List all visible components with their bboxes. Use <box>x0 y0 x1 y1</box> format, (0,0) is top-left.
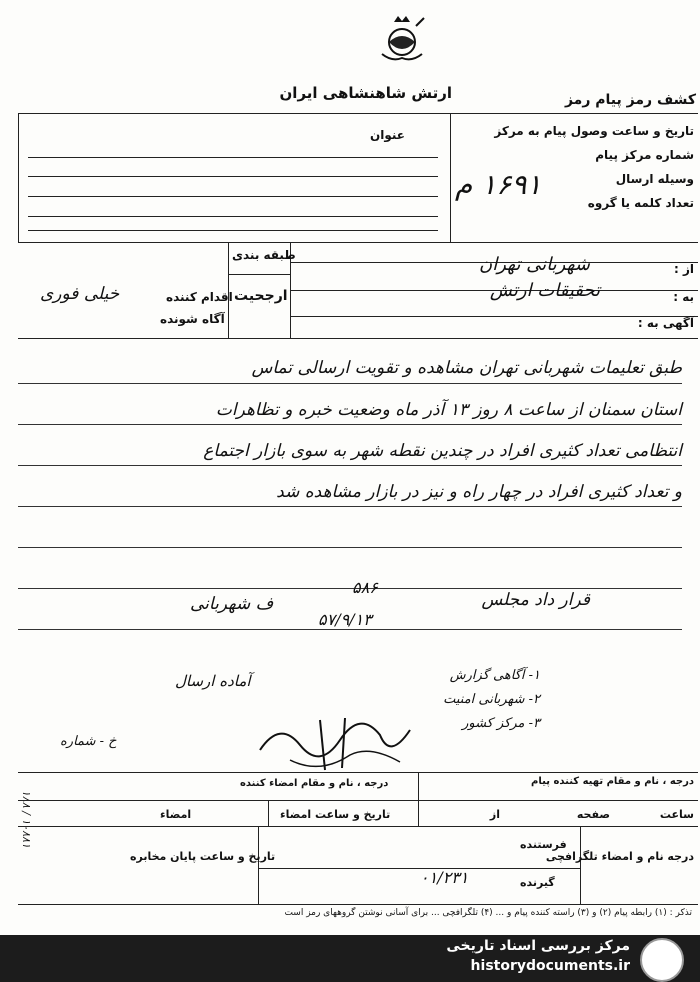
classification-label: طبقه بندی <box>232 248 296 262</box>
end-time-label: تاریخ و ساعت پایان مخابره <box>130 850 276 863</box>
signature-label: امضاء <box>160 808 192 821</box>
send-means-label: وسیله ارسال <box>615 172 694 186</box>
receiver-group-label: گیرنده <box>520 876 555 889</box>
group-count-label: تعداد کلمه یا گروه <box>587 196 694 210</box>
signature-scribble <box>250 700 420 780</box>
action-label: اقدام کننده <box>166 290 233 304</box>
note-bottom-left: خ - شماره <box>60 734 117 749</box>
to-value: تحقیقات ارتش <box>489 280 600 301</box>
body-line-1: طبق تعلیمات شهربانی تهران مشاهده و تقویت ارسالی تماس <box>251 358 682 378</box>
watermark-url: historydocuments.ir <box>470 958 630 974</box>
body-line-2: استان سمنان از ساعت ۸ روز ۱۳ آذر ماه وضعیت خبره و تظاهرات <box>215 400 682 420</box>
sender-signature: ف شهربانی <box>190 594 274 614</box>
message-number: ۵۸۶ <box>352 578 378 597</box>
signer-rank-label: درجه ، نام و مقام امضاء کننده <box>240 778 389 789</box>
receiver-label: درجه نام و امضاء تلگرافچی <box>545 850 694 863</box>
note-left: آماده ارسال <box>175 672 251 690</box>
archive-logo-icon <box>640 938 684 982</box>
note-right-3: ۳- مرکز کشور <box>462 716 540 731</box>
page-label: صفحه <box>576 808 610 821</box>
body-line-3: انتظامی تعداد کثیری افراد در چندین نقطه شهر به سوی بازار اجتماع <box>203 441 682 461</box>
message-date: ۵۷/۹/۱۳ <box>318 610 372 629</box>
body-line-4: و تعداد کثیری افراد در چهار راه و نیز در بازار مشاهده شد <box>276 482 682 502</box>
received-time-label: تاریخ و ساعت وصول پیام به مرکز <box>494 124 694 138</box>
closing-text: قرار داد مجلس <box>481 590 590 610</box>
from-label: از : <box>674 262 694 276</box>
of-label: از <box>489 808 500 821</box>
to-label: به : <box>673 290 694 304</box>
classification-value: خیلی فوری <box>40 284 120 304</box>
note-right-2: ۲- شهربانی امنیت <box>443 692 540 707</box>
priority-label: ارجحیت <box>234 288 288 304</box>
handwritten-message-number: ۱۶۹۱ م <box>455 168 542 201</box>
sender-rank-label: درجه ، نام و مقام تهیه کننده پیام <box>531 776 694 787</box>
lion-and-sun-emblem <box>372 12 432 64</box>
center-number-label: شماره مرکز پیام <box>595 148 694 162</box>
subject-label: عنوان <box>370 128 405 142</box>
time-label: ساعت <box>659 808 694 821</box>
received-number: ۰۱/۲۳۱ <box>420 868 469 887</box>
from-value: شهربانی تهران <box>479 254 590 275</box>
org-title: ارتش شاهنشاهی ایران <box>279 84 452 102</box>
watermark-org-name: مرکز بررسی اسناد تاریخی <box>446 938 630 954</box>
form-title: کشف رمز پیام رمز <box>564 92 696 108</box>
note-right-1: ۱- آگاهی گزارش <box>449 668 540 683</box>
footnote: تذکر : (۱) رابطه پیام (۲) و (۳) راسته کننده پیام و ... (۴) تلگرافچی ... برای آسانی نوشتن گروههای رمز است <box>284 908 692 918</box>
info-label: آگاه شونده <box>160 312 225 326</box>
cc-label: آگهی به : <box>637 316 694 330</box>
signature-time-label: تاریخ و ساعت امضاء <box>280 808 391 821</box>
margin-annotation: ۱۰۸۸۱ / ۱۸۸ <box>20 790 33 848</box>
sender-group-label: فرستنده <box>520 838 567 851</box>
